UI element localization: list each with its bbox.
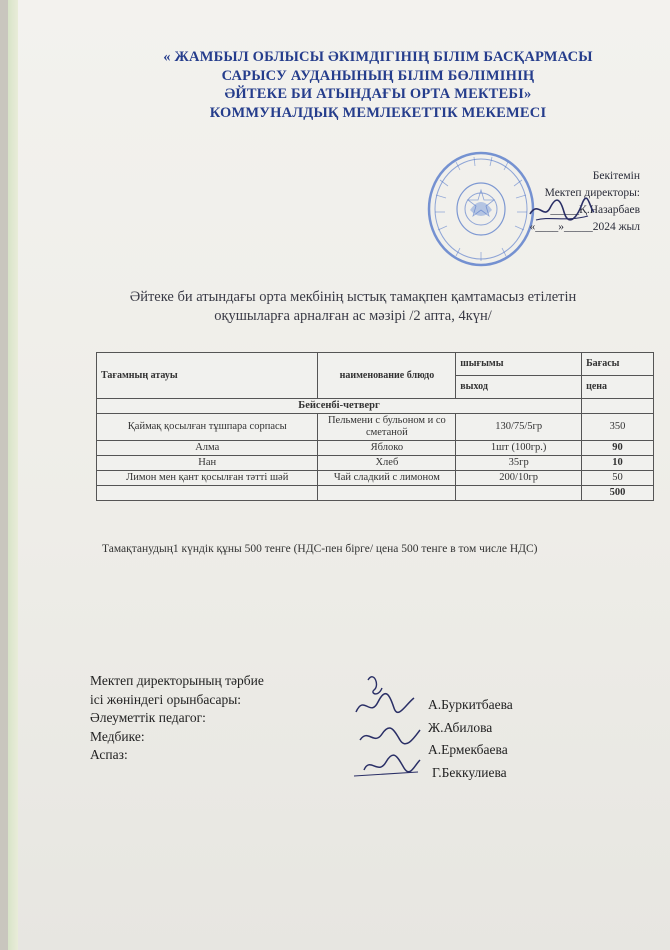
role-cook: Аспаз:: [90, 747, 128, 762]
dish-yield: 200/10гр: [456, 471, 582, 486]
menu-title-line-2: оқушыларға арналған ас мәзірі /2 апта, 4күн/: [214, 308, 492, 324]
header-yield-ru: выход: [456, 376, 582, 399]
director-label: Мектеп директоры:: [544, 187, 640, 199]
total-empty-3: [456, 486, 582, 501]
total-empty-2: [318, 486, 456, 501]
header-line-3: ӘЙТЕКЕ БИ АТЫНДАҒЫ ОРТА МЕКТЕБІ»: [224, 86, 532, 102]
dish-ru: Хлеб: [318, 456, 456, 471]
menu-title: [118, 288, 588, 326]
approval-date: «____»_____2024 жыл: [529, 221, 640, 233]
header-price-ru: цена: [582, 376, 654, 399]
dish-ru: Яблоко: [318, 441, 456, 456]
header-line-2: САРЫСУ АУДАНЫНЫҢ БІЛІМ БӨЛІМІНІҢ: [221, 67, 535, 84]
table-row: [97, 414, 654, 441]
header-yield-kz: шығымы: [456, 353, 582, 376]
header-line-4: КОММУНАЛДЫҚ МЕМЛЕКЕТТІК МЕКЕМЕСІ: [209, 104, 547, 121]
dish-price: 10: [582, 456, 654, 471]
total-price: 500: [582, 486, 654, 501]
dish-kz: Нан: [97, 456, 318, 471]
menu-title-line-1: Әйтеке би атындағы орта мекбінің ыстық тамақпен қамтамасыз етілетін: [129, 289, 577, 305]
signature-roles: [90, 672, 264, 765]
background-edge: [8, 0, 18, 950]
role-deputy-line-1: Мектеп директорының тәрбие: [90, 673, 264, 688]
dish-yield: 130/75/5гр: [456, 414, 582, 441]
role-nurse: Медбике:: [90, 728, 145, 744]
header-name-kz: Тағамның атауы: [97, 353, 318, 399]
school-header: [108, 48, 648, 122]
role-deputy-line-2: ісі жөніндегі орынбасары:: [90, 691, 242, 707]
role-social-pedagogue: Әлеуметтік педагог:: [90, 710, 206, 725]
dish-yield: 1шт (100гр.): [456, 441, 582, 456]
dish-kz: Лимон мен қант қосылған тәтті шәй: [97, 471, 318, 486]
name-cook: Г.Беккулиева: [432, 764, 507, 780]
day-label: Бейсенбі-четверг: [97, 399, 582, 414]
table-row: [97, 456, 654, 471]
table-row: [97, 471, 654, 486]
header-price-kz: Бағасы: [582, 353, 654, 376]
official-stamp: [426, 150, 536, 268]
total-empty-1: [97, 486, 318, 501]
approve-label: Бекітемін: [592, 170, 640, 182]
table-header-row: [97, 353, 654, 376]
day-row: [97, 399, 654, 414]
name-social-pedagogue: Ж.Абилова: [428, 719, 493, 735]
handwritten-signatures: [348, 668, 438, 788]
table-row: [97, 441, 654, 456]
dish-price: 90: [582, 441, 654, 456]
dish-ru: Чай сладкий с лимоном: [318, 471, 456, 486]
name-nurse: А.Ермекбаева: [428, 742, 508, 757]
document-sheet: [8, 0, 670, 950]
signature-names: [428, 694, 513, 784]
dish-ru: Пельмени с бульоном и со сметаной: [318, 414, 456, 441]
day-empty-cell: [582, 399, 654, 414]
total-row: [97, 486, 654, 501]
dish-price: 350: [582, 414, 654, 441]
dish-yield: 35гр: [456, 456, 582, 471]
menu-table: [96, 352, 654, 501]
director-name: _____Қ.Назарбаев: [550, 204, 640, 216]
header-name-ru: наименование блюдо: [318, 353, 456, 399]
header-line-1: « ЖАМБЫЛ ОБЛЫСЫ ӘКІМДІГІНІҢ БІЛІМ БАСҚАРМАСЫ: [163, 49, 593, 65]
dish-price: 50: [582, 471, 654, 486]
daily-cost-note: Тамақтанудың1 күндік құны 500 тенге (НДС-пен бірге/ цена 500 тенге в том числе НДС): [102, 543, 538, 555]
name-deputy: А.Буркитбаева: [428, 697, 513, 712]
dish-kz: Қаймақ қосылған тұшпара сорпасы: [97, 414, 318, 441]
director-signature: [526, 190, 596, 230]
dish-kz: Алма: [97, 441, 318, 456]
